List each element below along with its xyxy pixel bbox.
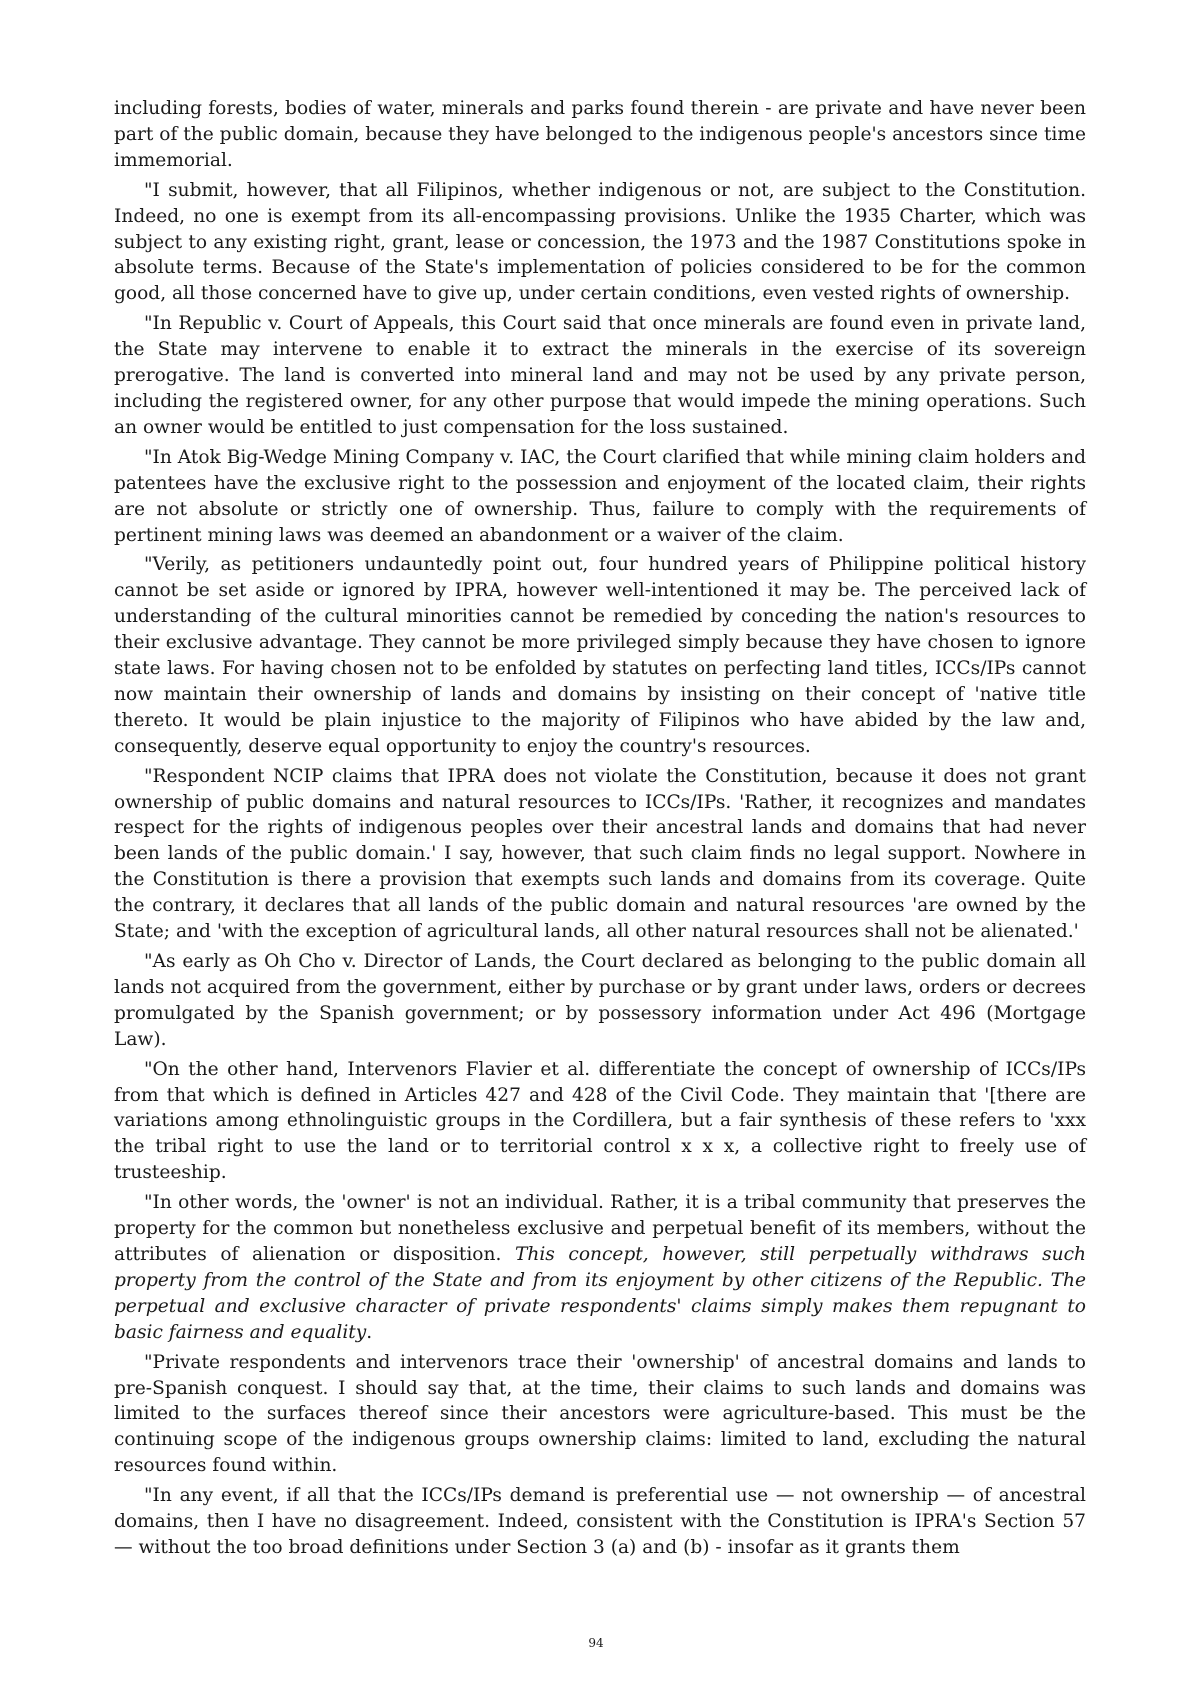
paragraph-constitution-submission: "I submit, however, that all Filipinos, whether indigenous or not, are subject to the Constitution. Indeed, no one is exempt from its all-encompassing provisions. Unlike the 1935 Charter, which was subject to any existing right, grant, lease or concession, the 1973 and the 1987 Constitutions spoke in absolute terms. Because of the State's implementation of policies considered to be for the common good, all those concerned have to give up, under certain conditions, even vested rights of ownership. — [114, 179, 1086, 305]
paragraph-republic-v-court-of-appeals: "In Republic v. Court of Appeals, this Court said that once minerals are found even in private land, the State may intervene to enable it to extract the minerals in the exercise of its sovereign prerogative. The land is converted into mineral land and may not be used by any private person, including the registered owner, for any other purpose that would impede the mining operations. Such an owner would be entitled to just compensation for the loss sustained. — [114, 313, 1086, 438]
paragraph-owner-tail-text: . — [366, 1321, 373, 1343]
paragraph-respondent-ncip: "Respondent NCIP claims that IPRA does not violate the Constitution, because it does not grant ownership of public domains and natural resources to ICCs/IPs. 'Rather, it recognizes and mandates respect for the rights of indigenous peoples over their ancestral lands and domains that had never been lands of the public domain.' I say, however, that such claim finds no legal support. Nowhere in the Constitution is there a provision that exempts such lands and domains from its coverage. Quite the contrary, it declares that all lands of the public domain and natural resources 'are owned by the State; and 'with the exception of agricultural lands, all other natural resources shall not be alienated.' — [114, 765, 1086, 943]
paragraph-atok-big-wedge: "In Atok Big-Wedge Mining Company v. IAC, the Court clarified that while mining claim holders and patentees have the exclusive right to the possession and enjoyment of the located claim, their rights are not absolute or strictly one of ownership. Thus, failure to comply with the requirements of pertinent mining laws was deemed an abandonment or a waiver of the claim. — [114, 446, 1086, 546]
paragraph-pre-spanish-conquest: "Private respondents and intervenors trace their 'ownership' of ancestral domains and lands to pre-Spanish conquest. I should say that, at the time, their claims to such lands and domains was limited to the surfaces thereof since their ancestors were agriculture-based. This must be the continuing scope of the indigenous groups ownership claims: limited to land, excluding the natural resources found within. — [114, 1351, 1086, 1477]
paragraph-owner-not-individual — [114, 1190, 1086, 1345]
paragraph-preferential-use: "In any event, if all that the ICCs/IPs demand is preferential use — not ownership — of ancestral domains, then I have no disagreement. Indeed, consistent with the Constitution is IPRA's Section 57 — without the too broad definitions under Section 3 (a) and (b) - insofar as it grants them — [114, 1485, 1086, 1558]
paragraph-oh-cho: "As early as Oh Cho v. Director of Lands, the Court declared as belonging to the public domain all lands not acquired from the government, either by purchase or by grant under laws, orders or decrees promulgated by the Spanish government; or by possessory information under Act 496 (Mortgage Law). — [114, 951, 1086, 1050]
paragraph-owner-plain-text: "In other words, the 'owner' is not an individual. Rather, it is a tribal community that preserves the property for the common but nonetheless exclusive and perpetual benefit of its members, without the attributes of alienation or disposition. — [114, 1192, 1086, 1265]
paragraph-owner-italic-text: This concept, however, still perpetually withdraws such property from the control of the State and from its enjoyment by other citizens of the Republic. The perpetual and exclusive character of private respondents' claims simply makes them repugnant to basic fairness and equality — [114, 1243, 1086, 1343]
page-number: 94 — [588, 1636, 604, 1650]
paragraph-intervenors-flavier: "On the other hand, Intervenors Flavier et al. differentiate the concept of ownership of ICCs/IPs from that which is defined in Articles 427 and 428 of the Civil Code. They maintain that '[there are variations among ethnolinguistic groups in the Cordillera, but a fair synthesis of these refers to 'xxx the tribal right to use the land or to territorial control x x x, a collective right to freely use of trusteeship. — [114, 1058, 1086, 1184]
paragraph-continuation: including forests, bodies of water, minerals and parks found therein - are private and have never been part of the public domain, because they have belonged to the indigenous people's ancestors since time immemorial. — [114, 98, 1086, 171]
paragraph-verily-petitioners: "Verily, as petitioners undauntedly point out, four hundred years of Philippine political history cannot be set aside or ignored by IPRA, however well-intentioned it may be. The perceived lack of understanding of the cultural minorities cannot be remedied by conceding the nation's resources to their exclusive advantage. They cannot be more privileged simply because they have chosen to ignore state laws. For having chosen not to be enfolded by statutes on perfecting land titles, ICCs/IPs cannot now maintain their ownership of lands and domains by insisting on their concept of 'native title thereto. It would be plain injustice to the majority of Filipinos who have abided by the law and, consequently, deserve equal opportunity to enjoy the country's resources. — [114, 554, 1086, 757]
document-body — [114, 96, 1086, 1561]
